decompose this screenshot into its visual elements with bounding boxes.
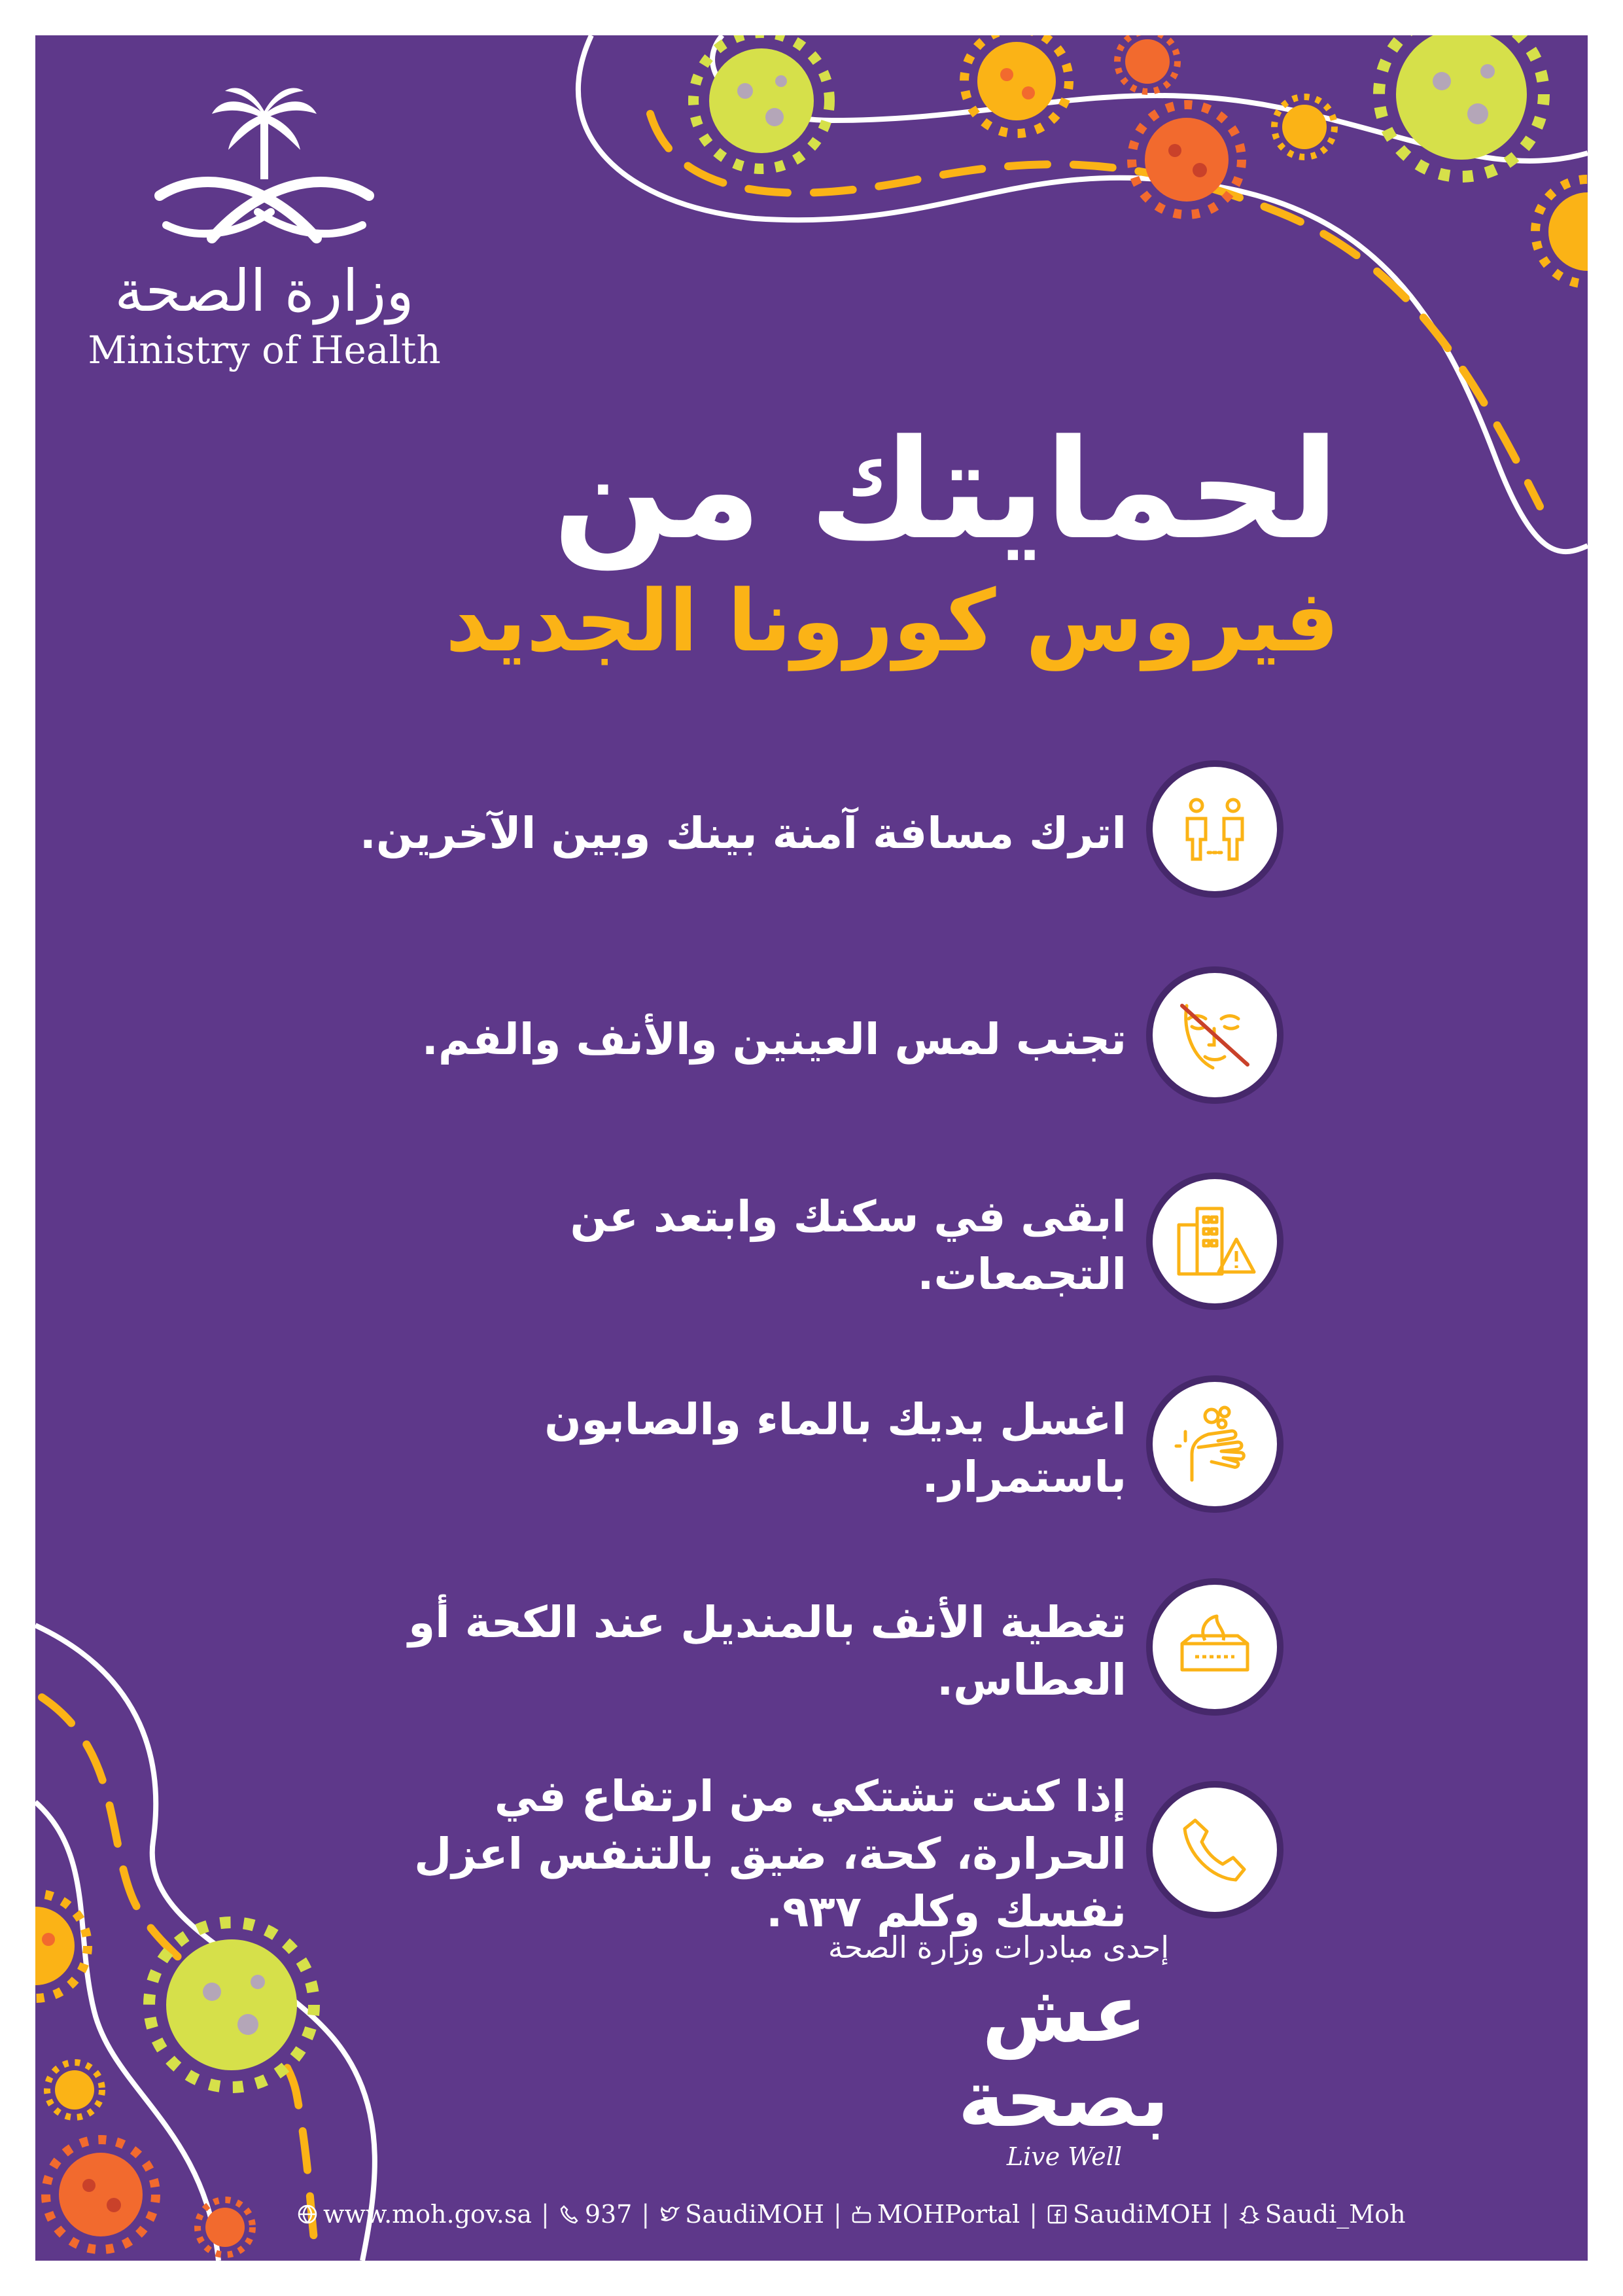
poster (35, 35, 1588, 2261)
facebook-icon (1047, 2204, 1068, 2225)
no-face-touch-icon (1146, 966, 1283, 1104)
tip-item-5 (408, 1573, 1283, 1730)
tissue-box-icon (1146, 1578, 1283, 1716)
virus-icon (198, 2200, 253, 2255)
virus-icon (149, 1922, 314, 2087)
twitter-icon (659, 2204, 680, 2225)
virus-icon (1117, 35, 1178, 92)
virus-icon (1379, 35, 1544, 177)
tip-text: تغطية الأنف بالمنديل عند الكحة أو العطاس. (408, 1597, 1126, 1705)
virus-icon (1535, 179, 1588, 284)
separator: | (541, 2200, 550, 2229)
initiative-text: إحدى مبادرات وزارة الصحة (828, 1930, 1169, 1965)
snapchat-icon (1239, 2204, 1260, 2225)
social-distance-icon (1146, 760, 1283, 898)
facebook-handle: SaudiMOH (1073, 2200, 1212, 2229)
tip-item-2 (421, 961, 1283, 1118)
footer-phone[interactable] (559, 2200, 633, 2229)
title-line-1: لحمايتك من (552, 410, 1339, 570)
moh-logo (81, 88, 447, 428)
tip-item-4 (433, 1370, 1283, 1527)
tip-text: ابقى في سكنك وابتعد عن التجمعات. (570, 1192, 1126, 1299)
twitter-handle: SaudiMOH (685, 2200, 825, 2229)
tip-text: تجنب لمس العينين والأنف والفم. (421, 1014, 1126, 1065)
separator: | (1221, 2200, 1230, 2229)
title-line-2: فيروس كورونا الجديد (445, 571, 1339, 671)
youtube-icon (851, 2204, 872, 2225)
virus-icon (46, 2140, 156, 2250)
live-well-english: Live Well (1006, 2142, 1123, 2171)
youtube-handle: MOHPortal (877, 2200, 1021, 2229)
separator: | (641, 2200, 650, 2229)
virus-icon (1132, 105, 1242, 215)
logo-name-arabic: وزارة الصحة (114, 257, 414, 325)
tip-text: إذا كنت تشتكي من ارتفاع في الحرارة، كحة، ضيق بالتنفس اعزل نفسك وكلم ٩٣٧. (414, 1771, 1126, 1937)
tip-item-6 (414, 1771, 1283, 1937)
hand-wash-icon (1146, 1375, 1283, 1513)
footer-youtube[interactable] (851, 2200, 1020, 2229)
live-well-logo (958, 1969, 1169, 2171)
tip-item-3 (433, 1167, 1283, 1324)
phone-text: 937 (584, 2200, 633, 2229)
snapchat-handle: Saudi_Moh (1265, 2200, 1406, 2229)
live-well-arabic: عش بصحة (958, 1969, 1169, 2145)
tip-text: اترك مسافة آمنة بينك وبين الآخرين. (359, 808, 1126, 858)
footer-facebook[interactable] (1047, 2200, 1212, 2229)
virus-icon (1274, 97, 1335, 157)
globe-icon (297, 2204, 318, 2225)
separator: | (833, 2200, 842, 2229)
palm-swords-emblem-icon (140, 88, 389, 251)
virus-icon (964, 35, 1069, 133)
footer-contacts (297, 2195, 1406, 2234)
phone-icon (1146, 1781, 1283, 1918)
logo-name-english: Ministry of Health (88, 328, 441, 372)
virus-icon (47, 2062, 102, 2117)
tip-item-1 (359, 755, 1283, 912)
footer-twitter[interactable] (659, 2200, 824, 2229)
footer-website[interactable] (297, 2200, 532, 2229)
separator: | (1029, 2200, 1038, 2229)
stay-home-icon (1146, 1173, 1283, 1310)
tip-text: اغسل يديك بالماء والصابون باستمرار. (544, 1394, 1126, 1502)
phone-small-icon (559, 2204, 580, 2225)
footer-snapchat[interactable] (1239, 2200, 1406, 2229)
website-text: www.moh.gov.sa (323, 2200, 532, 2229)
